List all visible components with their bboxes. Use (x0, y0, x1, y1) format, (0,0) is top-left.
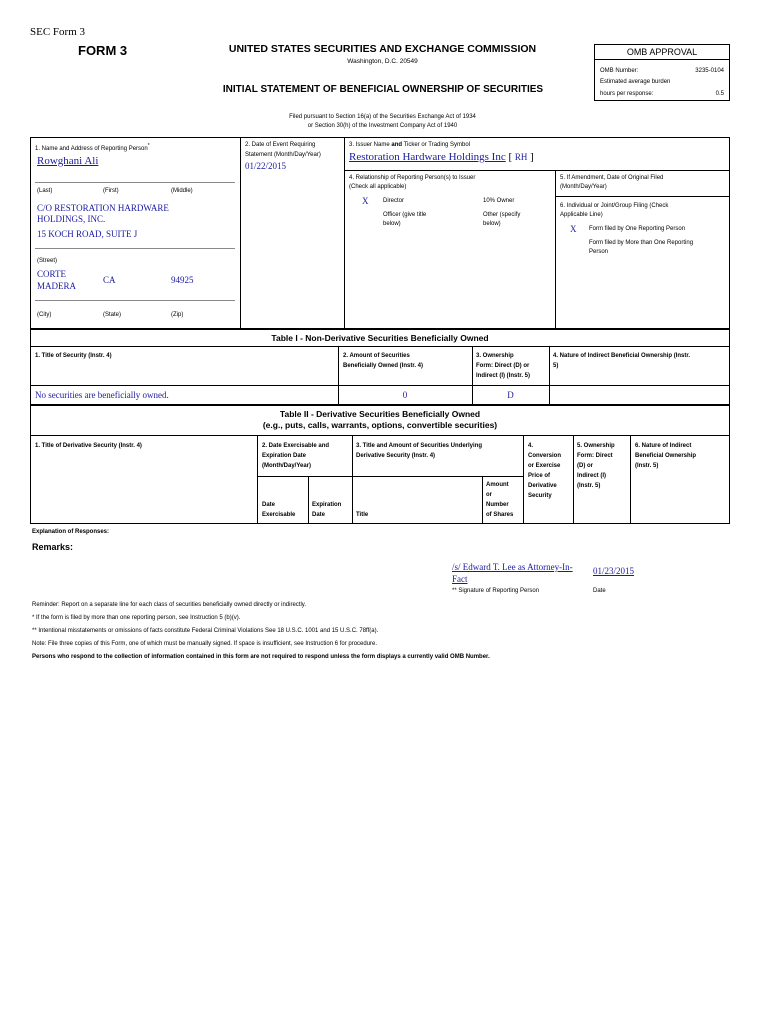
signature-label: ** Signature of Reporting Person (452, 588, 540, 594)
box5-label-1: 5. If Amendment, Date of Original Filed (560, 175, 664, 181)
state-value: CA (103, 275, 116, 285)
issuer-name[interactable]: Restoration Hardware Holdings Inc (349, 151, 506, 163)
t2-col3-header-2: Derivative Security (Instr. 4) (356, 453, 436, 459)
omb-number-value: 3235-0104 (695, 68, 724, 74)
t1-col3-header-1: 3. Ownership (476, 353, 514, 359)
other-label-1: Other (specify (483, 212, 521, 218)
address-line-2: HOLDINGS, INC. (37, 214, 106, 224)
note-multiple-persons: * If the form is filed by more than one reporting person, see Instruction 5 (b)(v). (32, 615, 241, 621)
t2-col4-header-2: Conversion (528, 453, 562, 459)
t2-col6-header-1: 6. Nature of Indirect (635, 443, 692, 449)
note-copies: Note: File three copies of this Form, one of which must be manually signed. If space is insufficient, see Instruction 6 for procedure. (32, 641, 378, 647)
officer-label-1: Officer (give title (383, 212, 427, 218)
t2-col5-header-2: Form: Direct (577, 453, 613, 459)
city-line-1: CORTE (37, 269, 66, 279)
signature-name[interactable]: /s/ Edward T. Lee as Attorney-In- Fact (452, 562, 573, 584)
t2-col5-header-4: Indirect (I) (577, 473, 607, 479)
issuer-line: Restoration Hardware Holdings Inc [ RH ] (349, 151, 534, 163)
agency-city: Washington, D.C. 20549 (347, 58, 418, 65)
t1-col2-header-2: Beneficially Owned (Instr. 4) (343, 363, 424, 369)
box6-label-1: 6. Individual or Joint/Group Filing (Check (560, 203, 669, 209)
t1-col3-header-2: Form: Direct (D) or (476, 363, 530, 369)
omb-title: OMB APPROVAL (595, 45, 729, 60)
address-line-1: C/O RESTORATION HARDWARE (37, 203, 169, 213)
t2-sub-amount-4: of Shares (486, 512, 514, 518)
t2-col6-header-2: Beneficial Ownership (635, 453, 697, 459)
ticker-symbol: RH (514, 152, 528, 162)
box2-label-1: 2. Date of Event Requiring (245, 142, 316, 148)
reporting-person-name[interactable]: Rowghani Ali (37, 155, 99, 167)
signature-date: 01/23/2015 (593, 566, 635, 576)
ten-percent-owner-label: 10% Owner (483, 198, 515, 204)
t2-sub-expiration-1: Expiration (312, 502, 342, 508)
omb-hours-label: hours per response: (600, 91, 654, 97)
note-reminder: Reminder: Report on a separate line for each class of securities beneficially owned directly or indirectly. (32, 602, 307, 608)
t1-col1-header: 1. Title of Security (Instr. 4) (35, 353, 112, 359)
street-label: (Street) (37, 258, 58, 264)
event-date: 01/22/2015 (245, 161, 287, 171)
footer-omb-notice: Persons who respond to the collection of information contained in this form are not required to respond unless the form displays a currently valid OMB Number. (32, 654, 490, 660)
box6-label-2: Applicable Line) (560, 212, 603, 218)
date-label: Date (593, 588, 606, 594)
t2-col6-header-3: (Instr. 5) (635, 463, 659, 469)
t2-col2-header-3: (Month/Day/Year) (262, 463, 312, 469)
t1-row-amount: 0 (402, 390, 408, 400)
box5-label-2: (Month/Day/Year) (560, 184, 607, 190)
officer-label-2: below) (383, 221, 401, 227)
table-2-title-1: Table II - Derivative Securities Beneficially Owned (279, 409, 481, 419)
t2-col2-header-2: Expiration Date (262, 453, 307, 459)
box3-label: 3. Issuer Name and Ticker or Trading Symbol (349, 142, 471, 148)
t2-sub-title: Title (356, 512, 369, 518)
more-person-label-1: Form filed by More than One Reporting (589, 240, 694, 246)
omb-burden-label: Estimated average burden (600, 79, 671, 85)
table-1-title: Table I - Non-Derivative Securities Beneficially Owned (271, 333, 489, 343)
zip-label: (Zip) (171, 312, 184, 318)
document-label: SEC Form 3 (30, 26, 86, 38)
box4-label-2: (Check all applicable) (349, 184, 407, 190)
filed-line-2: or Section 30(h) of the Investment Company Act of 1940 (307, 123, 458, 129)
city-label: (City) (37, 312, 52, 318)
t1-row-form: D (507, 390, 514, 400)
t1-row-title: No securities are beneficially owned. (35, 390, 169, 400)
agency-name: UNITED STATES SECURITIES AND EXCHANGE COMMISSION (228, 43, 537, 55)
box2-label-2: Statement (Month/Day/Year) (245, 152, 321, 158)
t2-col5-header-3: (D) or (577, 463, 593, 469)
t2-col4-header-5: Derivative (528, 483, 557, 489)
table-2-title-2: (e.g., puts, calls, warrants, options, convertible securities) (262, 420, 498, 430)
t2-sub-expiration-2: Date (312, 512, 326, 518)
t1-col3-header-3: Indirect (I) (Instr. 5) (476, 373, 531, 379)
form-title: FORM 3 (78, 43, 128, 58)
t2-col4-header-6: Security (528, 493, 552, 499)
box4-label-1: 4. Relationship of Reporting Person(s) to Issuer (349, 175, 476, 181)
state-label: (State) (103, 312, 122, 318)
city-line-2: MADERA (37, 281, 77, 291)
explanation-label: Explanation of Responses: (32, 529, 110, 535)
t2-sub-amount-1: Amount (486, 482, 509, 488)
other-label-2: below) (483, 221, 501, 227)
t1-col4-header-1: 4. Nature of Indirect Beneficial Ownership (Instr. (553, 353, 691, 359)
note-misstatements: ** Intentional misstatements or omissions of facts constitute Federal Criminal Violations See 18 U.S.C. 1001 and 15 U.S.C. 78ff(a). (32, 628, 379, 634)
statement-title: INITIAL STATEMENT OF BENEFICIAL OWNERSHIP OF SECURITIES (222, 84, 544, 95)
more-person-label-2: Person (589, 249, 609, 255)
t2-col3-header-1: 3. Title and Amount of Securities Underlying (356, 443, 483, 449)
director-check[interactable]: X (362, 196, 369, 206)
t2-col1-header: 1. Title of Derivative Security (Instr. 4) (35, 443, 142, 449)
omb-number-label: OMB Number: (600, 68, 639, 74)
t2-col5-header-1: 5. Ownership (577, 443, 615, 449)
t2-col4-header-4: Price of (528, 473, 551, 479)
omb-hours-value: 0.5 (715, 91, 724, 97)
t2-sub-date-exercisable-1: Date (262, 502, 276, 508)
t2-sub-date-exercisable-2: Exercisable (262, 512, 296, 518)
t2-col4-header-3: or Exercise (528, 463, 561, 469)
one-person-check[interactable]: X (570, 224, 577, 234)
filed-line-1: Filed pursuant to Section 16(a) of the Securities Exchange Act of 1934 (289, 114, 476, 120)
zip-value: 94925 (171, 275, 194, 285)
t2-col2-header-1: 2. Date Exercisable and (262, 443, 330, 449)
t1-col2-header-1: 2. Amount of Securities (343, 353, 410, 359)
remarks-label: Remarks: (32, 542, 74, 552)
box1-label: 1. Name and Address of Reporting Person* (35, 143, 150, 152)
middle-label: (Middle) (171, 188, 193, 194)
first-label: (First) (103, 188, 119, 194)
t2-col5-header-5: (Instr. 5) (577, 483, 601, 489)
address-line-3: 15 KOCH ROAD, SUITE J (37, 229, 138, 239)
t2-sub-amount-2: or (486, 492, 492, 498)
t1-col4-header-2: 5) (553, 363, 559, 369)
t2-col4-header-1: 4. (528, 443, 534, 449)
last-label: (Last) (37, 188, 53, 194)
omb-approval-box (594, 44, 730, 101)
t2-sub-amount-3: Number (486, 502, 509, 508)
one-person-label: Form filed by One Reporting Person (589, 226, 686, 232)
director-label: Director (383, 198, 405, 204)
